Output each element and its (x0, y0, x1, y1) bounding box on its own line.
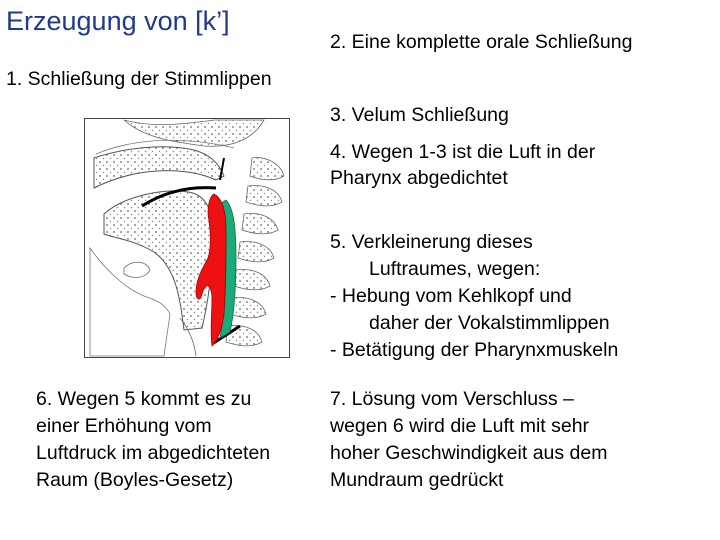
vocal-tract-diagram (84, 118, 290, 358)
point-6-line-3: Luftdruck im abgedichteten (36, 442, 271, 464)
point-4-line-2: Pharynx abgedichtet (330, 167, 508, 189)
point-7-line-3: hoher Geschwindigkeit aus dem (330, 442, 608, 464)
point-1-vocal-fold-closure: 1. Schließung der Stimmlippen (6, 68, 272, 90)
point-5-line-4: daher der Vokalstimmlippen (369, 312, 610, 334)
point-5-line-5: - Betätigung der Pharynxmuskeln (330, 339, 619, 361)
point-3-velum-closure: 3. Velum Schließung (330, 104, 509, 126)
point-6-line-2: einer Erhöhung vom (36, 415, 212, 437)
point-2-oral-closure: 2. Eine komplette orale Schließung (330, 31, 633, 53)
point-4-line-1: 4. Wegen 1-3 ist die Luft in der (330, 141, 596, 163)
point-5-line-1: 5. Verkleinerung dieses (330, 231, 533, 253)
point-6-line-4: Raum (Boyles-Gesetz) (36, 469, 234, 491)
point-5-line-3: - Hebung vom Kehlkopf und (330, 285, 572, 307)
point-7-line-4: Mundraum gedrückt (330, 469, 504, 491)
point-7-line-2: wegen 6 wird die Luft mit sehr (330, 415, 590, 437)
point-5-line-2: Luftraumes, wegen: (369, 258, 541, 280)
point-6-line-1: 6. Wegen 5 kommt es zu (36, 388, 252, 410)
point-7-line-1: 7. Lösung vom Verschluss – (330, 388, 574, 410)
slide-title: Erzeugung von [k’] (6, 6, 230, 36)
